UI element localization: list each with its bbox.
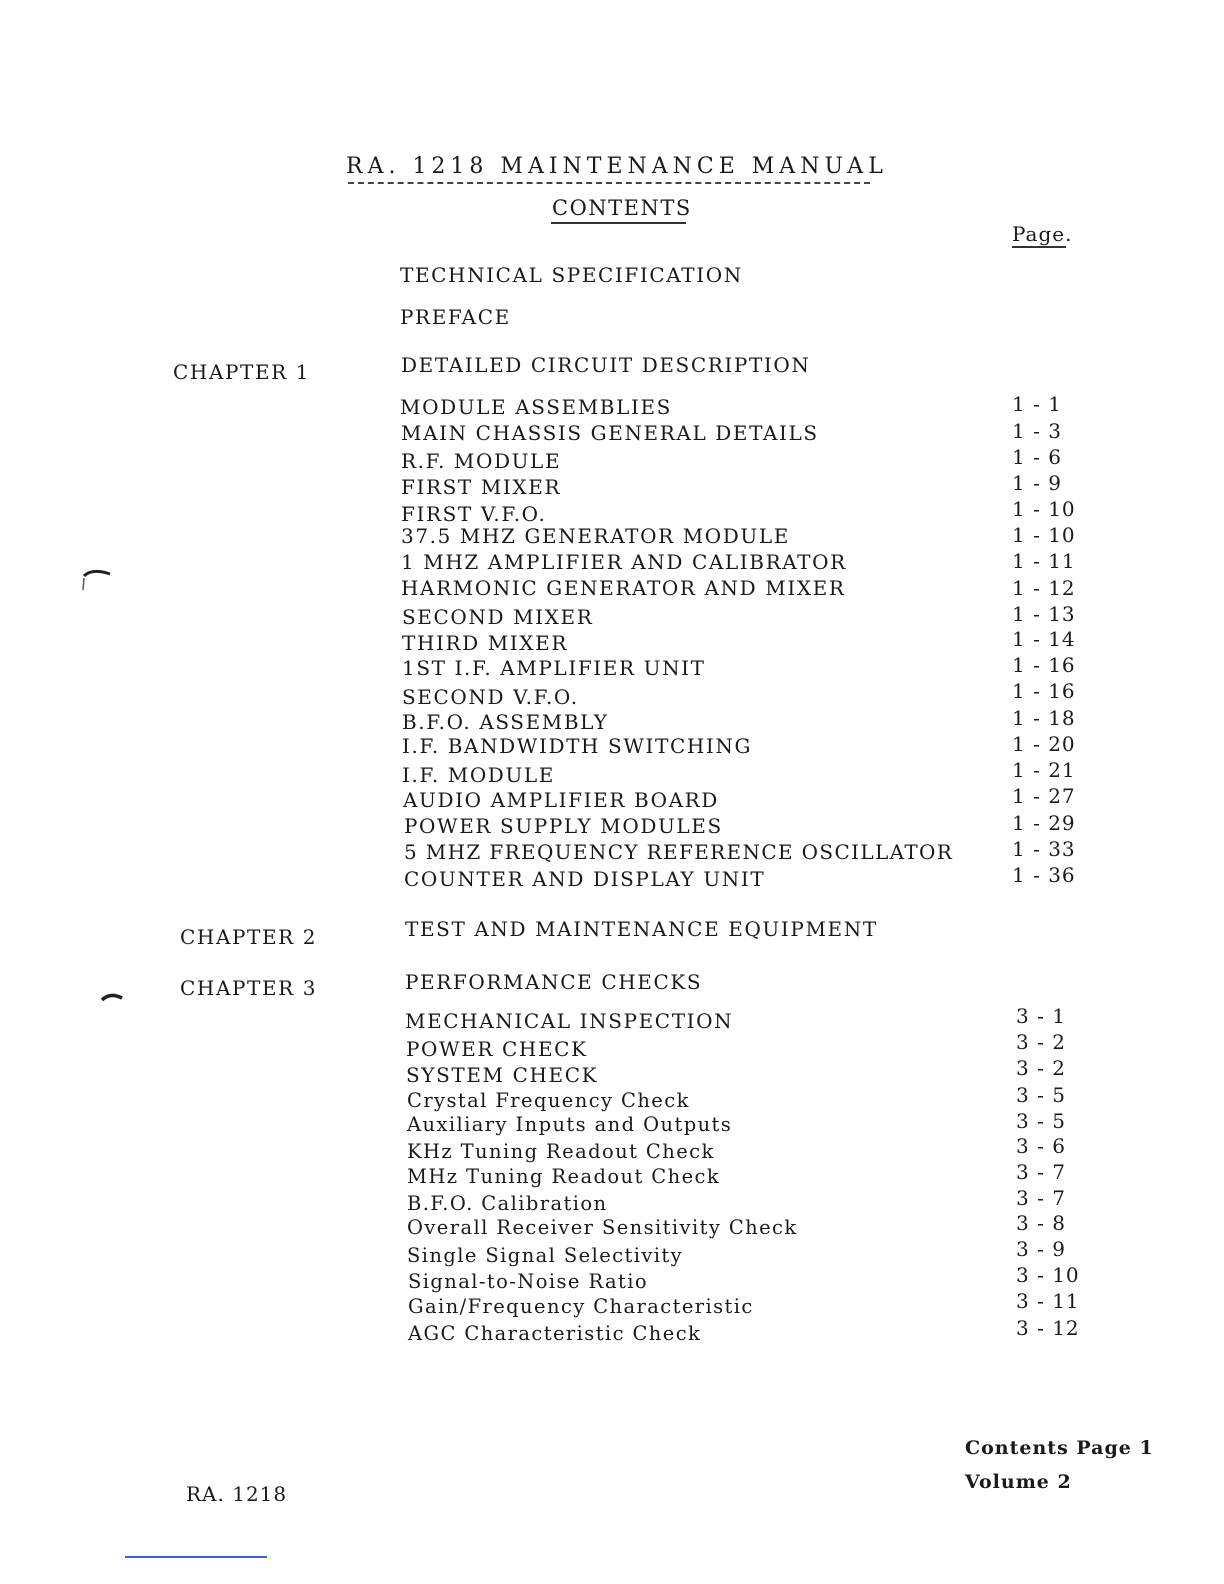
toc-entry: 5 MHZ FREQUENCY REFERENCE OSCILLATOR (404, 840, 954, 864)
toc-page-number: 3 - 7 (1016, 1160, 1066, 1184)
toc-entry: SECOND V.F.O. (402, 685, 579, 709)
toc-page-number: 1 - 20 (1012, 732, 1076, 756)
toc-entry: KHz Tuning Readout Check (407, 1140, 715, 1163)
toc-page-number: 1 - 10 (1012, 497, 1076, 521)
toc-page-number: 1 - 11 (1012, 549, 1076, 573)
toc-entry: Crystal Frequency Check (407, 1089, 690, 1112)
manual-title: RA. 1218 MAINTENANCE MANUAL (346, 154, 888, 179)
toc-page-number: 1 - 1 (1012, 392, 1062, 416)
chapter-3-label: CHAPTER 3 (180, 976, 318, 1000)
chapter-1-title: DETAILED CIRCUIT DESCRIPTION (401, 353, 811, 377)
toc-entry: AUDIO AMPLIFIER BOARD (403, 788, 719, 812)
chapter-2-label: CHAPTER 2 (180, 925, 318, 949)
toc-page-number: 3 - 1 (1016, 1004, 1066, 1028)
page-column-heading: Page. (1012, 222, 1073, 246)
toc-page-number: 3 - 2 (1016, 1056, 1066, 1080)
toc-entry: POWER CHECK (406, 1037, 588, 1061)
toc-entry: B.F.O. ASSEMBLY (402, 710, 609, 734)
toc-page-number: 3 - 12 (1016, 1316, 1080, 1340)
toc-page-number: 1 - 10 (1012, 523, 1076, 547)
toc-page-number: 1 - 33 (1012, 837, 1076, 861)
chapter-3-title: PERFORMANCE CHECKS (405, 970, 703, 994)
toc-entry: FIRST V.F.O. (401, 502, 547, 526)
toc-entry: I.F. BANDWIDTH SWITCHING (402, 734, 753, 758)
footer-volume: Volume 2 (965, 1471, 1072, 1493)
toc-page-number: 1 - 9 (1012, 471, 1062, 495)
toc-entry: Auxiliary Inputs and Outputs (407, 1113, 733, 1136)
toc-page-number: 3 - 9 (1016, 1237, 1066, 1261)
toc-entry: Overall Receiver Sensitivity Check (407, 1216, 798, 1239)
toc-page-number: 1 - 13 (1012, 602, 1076, 626)
toc-page-number: 1 - 6 (1012, 445, 1062, 469)
toc-page-number: 3 - 8 (1016, 1211, 1066, 1235)
chapter-1-label: CHAPTER 1 (173, 360, 311, 384)
toc-page-number: 1 - 29 (1012, 811, 1076, 835)
toc-entry: COUNTER AND DISPLAY UNIT (404, 867, 766, 891)
contents-underline (551, 222, 686, 224)
toc-entry: HARMONIC GENERATOR AND MIXER (401, 576, 846, 600)
toc-entry: 37.5 MHZ GENERATOR MODULE (401, 524, 790, 548)
toc-page-number: 3 - 5 (1016, 1109, 1066, 1133)
toc-page-number: 3 - 2 (1016, 1030, 1066, 1054)
toc-entry: B.F.O. Calibration (407, 1192, 608, 1215)
toc-entry: FIRST MIXER (401, 475, 562, 499)
title-underline (348, 182, 870, 184)
toc-entry: Single Signal Selectivity (407, 1244, 684, 1267)
front-matter-technical-specification: TECHNICAL SPECIFICATION (400, 263, 743, 287)
toc-page-number: 3 - 7 (1016, 1186, 1066, 1210)
toc-page-number: 1 - 16 (1012, 679, 1076, 703)
toc-entry: R.F. MODULE (401, 449, 562, 473)
toc-page-number: 3 - 5 (1016, 1083, 1066, 1107)
toc-entry: 1ST I.F. AMPLIFIER UNIT (402, 656, 706, 680)
toc-entry: Signal-to-Noise Ratio (408, 1270, 649, 1293)
toc-page-number: 3 - 10 (1016, 1263, 1080, 1287)
toc-entry: POWER SUPPLY MODULES (404, 814, 723, 838)
toc-entry: SYSTEM CHECK (406, 1063, 599, 1087)
toc-page-number: 3 - 11 (1016, 1289, 1080, 1313)
toc-page-number: 1 - 18 (1012, 706, 1076, 730)
toc-page-number: 1 - 27 (1012, 784, 1076, 808)
toc-page-number: 1 - 21 (1012, 758, 1076, 782)
bottom-edge-line (125, 1556, 267, 1558)
footer-contents-page: Contents Page 1 (965, 1437, 1154, 1459)
toc-page-number: 1 - 36 (1012, 863, 1076, 887)
toc-page-number: 1 - 3 (1012, 419, 1062, 443)
toc-page-number: 1 - 12 (1012, 576, 1076, 600)
page-heading-underline (1012, 246, 1066, 248)
toc-entry: MHz Tuning Readout Check (407, 1165, 721, 1188)
contents-heading: CONTENTS (552, 196, 692, 220)
toc-entry: SECOND MIXER (402, 605, 594, 629)
toc-page-number: 1 - 16 (1012, 653, 1076, 677)
toc-page-number: 3 - 6 (1016, 1134, 1066, 1158)
chapter-2-title: TEST AND MAINTENANCE EQUIPMENT (405, 917, 878, 941)
footer-model: RA. 1218 (186, 1482, 288, 1506)
toc-entry: MAIN CHASSIS GENERAL DETAILS (401, 421, 819, 445)
toc-entry: Gain/Frequency Characteristic (408, 1295, 754, 1318)
toc-entry: MODULE ASSEMBLIES (400, 395, 672, 419)
toc-entry: 1 MHZ AMPLIFIER AND CALIBRATOR (401, 550, 847, 574)
toc-entry: I.F. MODULE (402, 763, 555, 787)
toc-page-number: 1 - 14 (1012, 627, 1076, 651)
toc-entry: AGC Characteristic Check (408, 1322, 702, 1345)
toc-entry: MECHANICAL INSPECTION (405, 1009, 734, 1033)
scan-mark-icon (98, 990, 128, 1004)
scan-mark-icon (78, 566, 118, 596)
toc-entry: THIRD MIXER (402, 631, 569, 655)
front-matter-preface: PREFACE (400, 305, 511, 329)
